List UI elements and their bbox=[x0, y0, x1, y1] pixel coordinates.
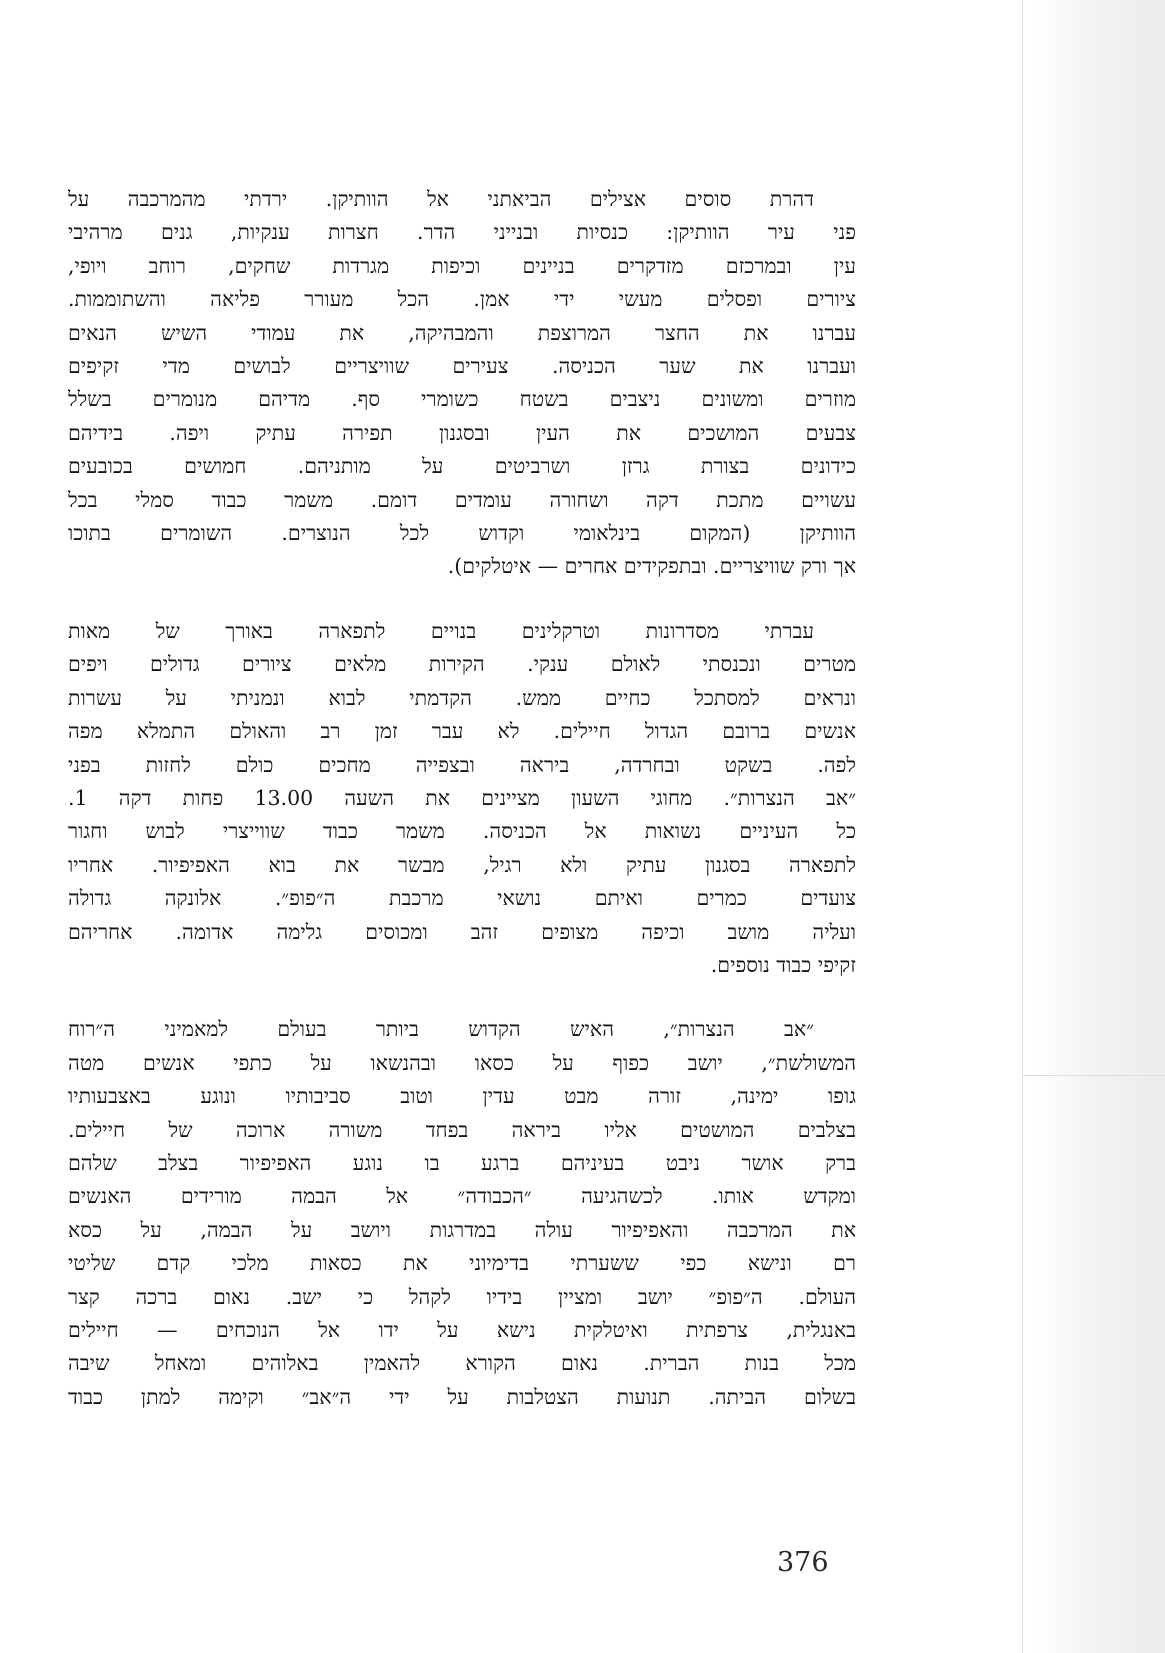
text-line: ועברנו את שער הכניסה. צעירים שוויצריים לבושים מדי זקיפים bbox=[68, 354, 856, 379]
page-edge-tick bbox=[1022, 1075, 1165, 1076]
text-line: המשולשת״, יושב כפוף על כסאו ובהנשאו על כתפי אנשים מטה bbox=[68, 1050, 856, 1075]
paragraph-gap bbox=[68, 982, 856, 1013]
text-line: גופו ימינה, זורה מבט עדין וטוב סביבותיו ונוגע באצבעותיו bbox=[68, 1084, 856, 1109]
text-line: פני עיר הוותיקן: כנסיות ובנייני הדר. חצרות ענקיות, גנים מרהיבי bbox=[68, 220, 856, 245]
text-line: ברק אושר ניבט בעיניהם ברגע בו נוגע האפיפיור בצלב שלהם bbox=[68, 1150, 856, 1175]
body-text bbox=[68, 183, 856, 1414]
paragraph-1 bbox=[68, 183, 856, 584]
text-line: באנגלית, צרפתית ואיטלקית נישא על ידו אל הנוכחים — חיילים bbox=[68, 1318, 856, 1342]
text-line: מכל בנות הברית. נאום הקורא להאמין באלוהים ומאחל שיבה bbox=[68, 1351, 856, 1376]
text-line: את המרכבה והאפיפיור עולה במדרגות ויושב על הבמה, על כסא bbox=[68, 1217, 856, 1242]
text-line: דהרת סוסים אצילים הביאתני אל הוותיקן. ירדתי מהמרכבה על bbox=[68, 187, 814, 211]
text-line: ״אב הנצרות״. מחוגי השעון מציינים את השעה 13.00 פחות דקה 1. bbox=[68, 785, 856, 810]
text-line: ועליה מושב וכיפה מצופים זהב ומכוסים גלימה אדומה. אחריהם bbox=[68, 919, 856, 944]
text-line: אנשים ברובם הגדול חיילים. לא עבר זמן רב והאולם התמלא מפה bbox=[68, 719, 856, 744]
text-line: צועדים כמרים ואיתם נושאי מרכבת ה״פופ״. אלונקה גדולה bbox=[68, 886, 856, 911]
text-line: מוזרים ומשונים ניצבים בשטח כשומרי סף. מדיהם מנומרים בשלל bbox=[68, 387, 856, 412]
text-line: ציורים ופסלים מעשי ידי אמן. הכל מעורר פליאה והשתוממות. bbox=[68, 287, 856, 312]
page-edge-line bbox=[1022, 0, 1023, 1653]
paragraph-gap bbox=[68, 584, 856, 615]
text-line: מטרים ונכנסתי לאולם ענקי. הקירות מלאים ציורים גדולים ויפים bbox=[68, 652, 856, 677]
text-line: רם ונישא כפי ששערתי בדימיוני את כסאות מלכי קדם שליטי bbox=[68, 1251, 856, 1276]
text-line: ומקדש אותו. לכשהגיעה ״הכבודה״ אל הבמה מורידים האנשים bbox=[68, 1184, 856, 1209]
text-line: עברתי מסדרונות וטרקלינים בנויים לתפארה באורך של מאות bbox=[68, 618, 814, 643]
text-line: עין ובמרכזם מזדקרים בניינים וכיפות מגרדות שחקים, רוחב ויופי, bbox=[68, 253, 856, 278]
text-line: עברנו את החצר המרוצפת והמבהיקה, את עמודי השיש הנאים bbox=[68, 320, 856, 345]
page-number: 376 bbox=[777, 1547, 829, 1578]
text-line: אך ורק שוויצריים. ובתפקידים אחרים — איטלקים). bbox=[447, 554, 856, 579]
text-line: לפה. בשקט ובחרדה, ביראה ובצפייה מחכים כולם לחזות בפני bbox=[68, 752, 856, 777]
paragraph-2 bbox=[68, 615, 856, 982]
text-line: לתפארה בסגנון עתיק ולא רגיל, מבשר את בוא האפיפיור. אחריו bbox=[68, 852, 856, 877]
text-line: עשויים מתכת דקה ושחורה עומדים דומם. משמר כבוד סמלי בכל bbox=[68, 487, 856, 512]
text-line: הוותיקן (המקום בינלאומי וקדוש לכל הנוצרים. השומרים בתוכו bbox=[68, 521, 856, 546]
text-line: כידונים בצורת גרזן ושרביטים על מותניהם. חמושים בכובעים bbox=[68, 454, 856, 479]
text-line: צבעים המושכים את העין ובסגנון תפירה עתיק ויפה. בידיהם bbox=[68, 420, 856, 445]
paragraph-3 bbox=[68, 1013, 856, 1414]
text-line: בשלום הביתה. תנועות הצטלבות על ידי ה״אב״ וקימה למתן כבוד bbox=[68, 1384, 856, 1409]
text-line: זקיפי כבוד נוספים. bbox=[710, 952, 856, 977]
text-line: העולם. ה״פופ״ יושב ומציין בידיו לקהל כי ישב. נאום ברכה קצר bbox=[68, 1284, 856, 1309]
text-line: כל העיניים נשואות אל הכניסה. משמר כבוד שווייצרי לבוש וחגור bbox=[68, 819, 856, 844]
text-line: בצלבים המושטים אליו ביראה בפחד משורה ארוכה של חיילים. bbox=[68, 1117, 856, 1142]
scan-margin-shadow bbox=[1035, 0, 1165, 1653]
text-line: ונראים למסתכל כחיים ממש. הקדמתי לבוא ונמניתי על עשרות bbox=[68, 685, 856, 710]
text-line: ״אב הנצרות״, האיש הקדוש ביותר בעולם למאמיני ה״רוח bbox=[68, 1017, 814, 1042]
